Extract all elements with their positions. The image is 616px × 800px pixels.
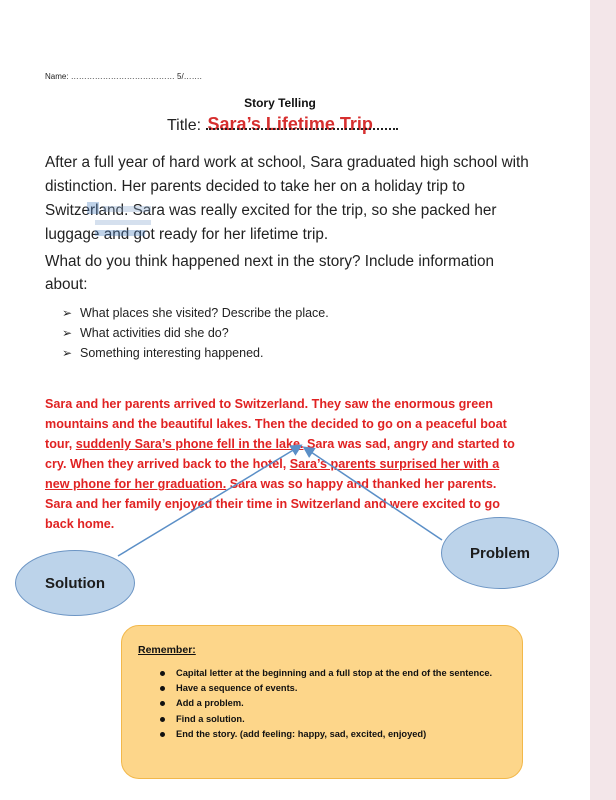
remember-box — [121, 625, 523, 779]
story-prompt: After a full year of hard work at school, Sara graduated high school with distinction. Her parents decided to take her on a holiday trip to Switzerland. Sara was really excited for the trip, so she packed her luggage and got ready for her lifetime trip. — [45, 154, 529, 243]
bullet-text: What places she visited? Describe the place. — [80, 306, 329, 320]
name-line: Name: ………………………………… 5/……. — [45, 72, 202, 81]
remember-item-text: Capital letter at the beginning and a full stop at the end of the sentence. — [176, 668, 493, 678]
problem-oval — [441, 517, 559, 589]
page-edge — [590, 0, 616, 800]
story-part-2: Sara was sad, angry and started to cry. When they arrived back to the hotel, — [45, 437, 515, 471]
story-part-3: Sara was so happy and thanked her parents. Sara and her family enjoyed their time in Switzerland and were excited to go back home. — [45, 477, 500, 531]
remember-title: Remember: — [138, 644, 196, 656]
arrow-bullet-icon: ➢ — [62, 326, 73, 340]
list-item — [160, 727, 492, 742]
list-item — [160, 696, 492, 711]
list-item — [160, 666, 492, 681]
problem-arrow — [305, 448, 442, 540]
title-label: Title: — [167, 117, 202, 134]
dot-bullet-icon — [160, 732, 165, 737]
bullet-text: What activities did she do? — [80, 326, 229, 340]
list-item — [160, 712, 492, 727]
problem-label: Problem — [469, 544, 530, 562]
title-value: Sara’s Lifetime Trip — [207, 114, 373, 134]
question-text: What do you think happened next in the story? Include information about: — [45, 253, 494, 293]
dot-bullet-icon — [160, 701, 165, 706]
remember-item-text: Find a solution. — [176, 713, 245, 724]
remember-list — [160, 666, 492, 742]
story-solution-sentence: Sara’s parents surprised her with a new phone for her graduation. — [45, 457, 500, 491]
story-problem-sentence: suddenly Sara’s phone fell in the lake. — [75, 437, 304, 451]
dot-bullet-icon — [160, 671, 165, 676]
solution-arrow — [118, 446, 300, 556]
arrow-bullet-icon: ➢ — [62, 306, 73, 320]
list-item — [160, 681, 492, 696]
story-part-1: Sara and her parents arrived to Switzerland. They saw the enormous green mountains and the beautiful lakes. Then the decided to go on a peaceful boat tour, — [45, 397, 507, 451]
solution-label: Solution — [45, 574, 105, 592]
dot-bullet-icon — [160, 717, 165, 722]
worksheet-heading: Story Telling — [244, 96, 316, 110]
arrow-bullet-icon: ➢ — [62, 346, 73, 360]
remember-item-text: End the story. (add feeling: happy, sad, excited, enjoyed) — [176, 728, 427, 739]
bullet-text: Something interesting happened. — [80, 346, 264, 360]
remember-item-text: Have a sequence of events. — [176, 683, 298, 694]
dot-bullet-icon — [160, 686, 165, 691]
solution-oval — [15, 550, 135, 616]
remember-item-text: Add a problem. — [176, 698, 244, 709]
